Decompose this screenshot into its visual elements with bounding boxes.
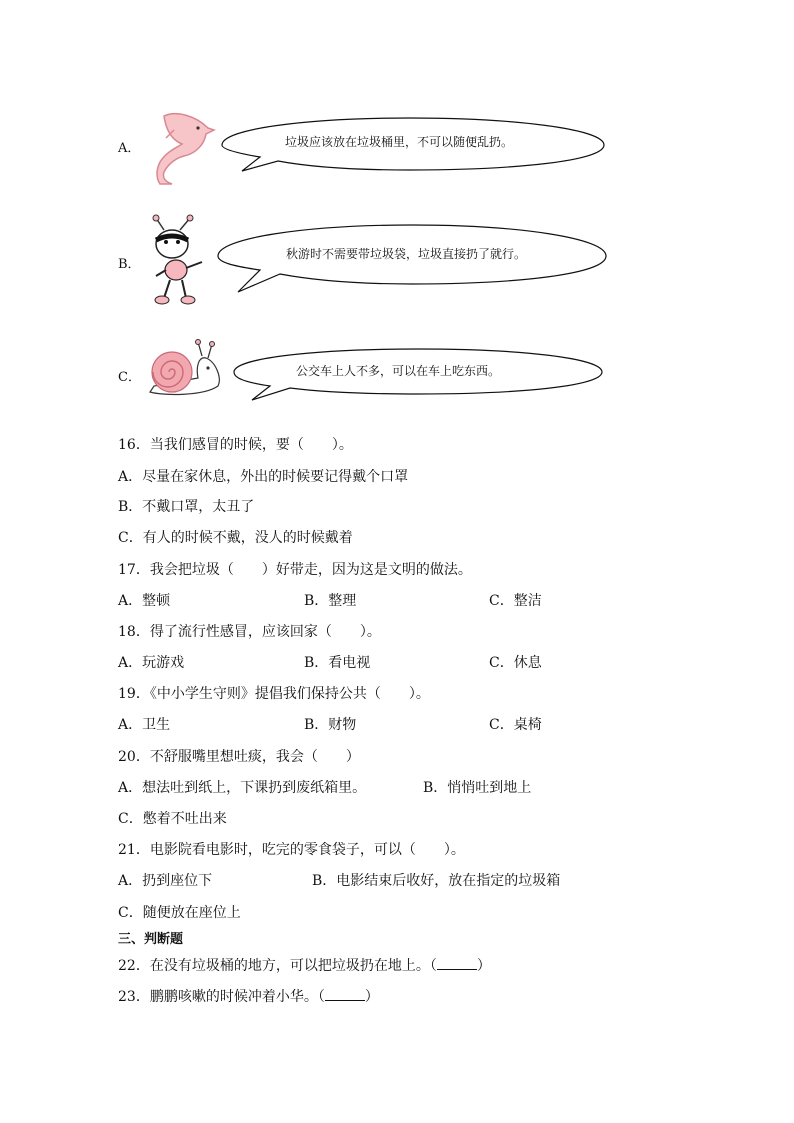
question-17-option-a[interactable]: A．整顿 bbox=[118, 593, 171, 609]
question-23 bbox=[118, 986, 379, 1007]
question-17-option-c[interactable]: C．整洁 bbox=[489, 593, 542, 609]
question-19-option-c[interactable]: C．桌椅 bbox=[489, 717, 542, 733]
question-16-option-c[interactable]: C．有人的时候不戴，没人的时候戴着 bbox=[118, 530, 353, 546]
section-title-judge: 三、判断题 bbox=[118, 932, 184, 947]
question-20-stem: 20．不舒服嘴里想吐痰，我会（ ） bbox=[118, 749, 360, 765]
question-20-option-c[interactable]: C．憋着不吐出来 bbox=[118, 811, 227, 827]
question-19-option-b[interactable]: B．财物 bbox=[304, 717, 357, 733]
option-c-letter[interactable]: C． bbox=[118, 370, 141, 385]
question-22 bbox=[118, 955, 491, 976]
answer-blank-23[interactable] bbox=[325, 986, 365, 1001]
question-20-option-b[interactable]: B．悄悄吐到地上 bbox=[423, 780, 532, 796]
question-21-option-c[interactable]: C．随便放在座位上 bbox=[118, 905, 241, 921]
question-21-option-b[interactable]: B．电影结束后收好，放在指定的垃圾箱 bbox=[312, 873, 561, 889]
question-21-option-a[interactable]: A．扔到座位下 bbox=[118, 873, 213, 889]
option-a-letter[interactable]: A． bbox=[118, 141, 141, 156]
ant-icon bbox=[146, 214, 210, 310]
question-20-option-a[interactable]: A．想法吐到纸上，下课扔到废纸箱里。 bbox=[118, 780, 367, 796]
question-23-text: 23．鹏鹏咳嗽的时候冲着小华。（ bbox=[118, 989, 325, 1005]
question-17-option-b[interactable]: B．整理 bbox=[304, 593, 357, 609]
question-22-text: 22．在没有垃圾桶的地方，可以把垃圾扔在地上。（ bbox=[118, 958, 437, 974]
question-22-close: ） bbox=[476, 958, 491, 974]
question-16-option-a[interactable]: A．尽量在家休息，外出的时候要记得戴个口罩 bbox=[118, 469, 409, 485]
answer-blank-22[interactable] bbox=[437, 955, 477, 970]
speech-text-b: 秋游时不需要带垃圾袋，垃圾直接扔了就行。 bbox=[286, 247, 527, 261]
question-19-option-a[interactable]: A．卫生 bbox=[118, 717, 171, 733]
option-b-letter[interactable]: B． bbox=[118, 257, 141, 272]
question-21-stem: 21．电影院看电影时，吃完的零食袋子，可以（ ）。 bbox=[118, 842, 465, 858]
question-18-stem: 18．得了流行性感冒，应该回家（ ）。 bbox=[118, 624, 381, 640]
question-16-stem: 16．当我们感冒的时候，要（ ）。 bbox=[118, 437, 353, 453]
question-16-option-b[interactable]: B．不戴口罩，太丑了 bbox=[118, 499, 255, 515]
question-17-stem: 17．我会把垃圾（ ）好带走，因为这是文明的做法。 bbox=[118, 562, 472, 578]
question-18-option-b[interactable]: B．看电视 bbox=[304, 655, 371, 671]
snail-icon bbox=[144, 338, 224, 402]
question-23-close: ） bbox=[364, 989, 379, 1005]
question-19-stem: 19．《中小学生守则》提倡我们保持公共（ ）。 bbox=[118, 686, 430, 702]
question-18-option-a[interactable]: A．玩游戏 bbox=[118, 655, 185, 671]
dolphin-icon bbox=[150, 108, 216, 188]
speech-text-c: 公交车上人不多，可以在车上吃东西。 bbox=[296, 364, 501, 378]
question-18-option-c[interactable]: C．休息 bbox=[489, 655, 542, 671]
speech-text-a: 垃圾应该放在垃圾桶里，不可以随便乱扔。 bbox=[285, 135, 514, 149]
